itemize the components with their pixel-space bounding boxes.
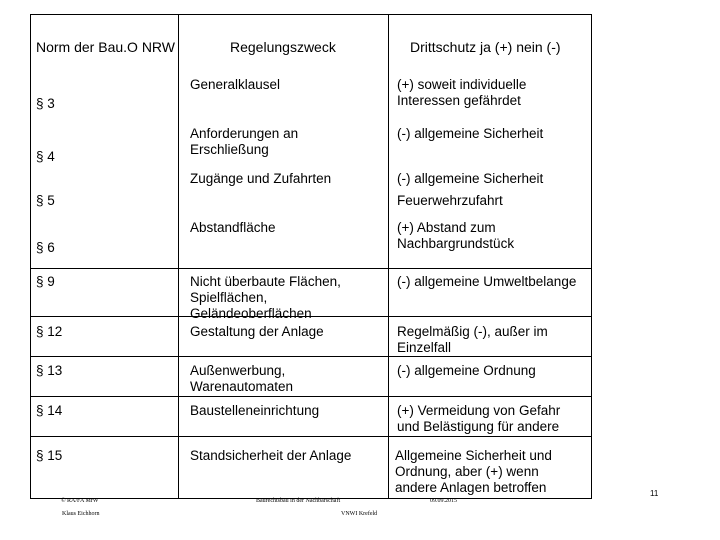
zweck-cell: Baustelleneinrichtung: [190, 403, 320, 418]
norm-cell: § 5: [36, 193, 55, 208]
page-number: 11: [650, 489, 659, 498]
zweck-cell: Nicht überbaute Flächen, Spielflächen, Geländeoberflächen: [190, 274, 341, 321]
zweck-cell: Abstandfläche: [190, 220, 276, 235]
row-divider: [31, 436, 591, 437]
footer-date: 09.09.2015: [430, 498, 457, 504]
footer-copyright: © RA/FA MrW: [61, 498, 99, 504]
row-divider: [31, 268, 591, 269]
norm-cell: § 9: [36, 274, 55, 289]
schutz-cell-extra: Feuerwehrzufahrt: [397, 193, 503, 208]
schutz-cell: (+) soweit individuelle Interessen gefährdet: [397, 77, 527, 108]
row-divider: [31, 356, 591, 357]
schutz-cell: (-) allgemeine Umweltbelange: [397, 274, 577, 289]
row-divider: [31, 396, 591, 397]
zweck-cell: Standsicherheit der Anlage: [190, 448, 352, 463]
norm-cell: § 6: [36, 240, 55, 255]
norm-cell: § 4: [36, 149, 55, 164]
zweck-cell: Anforderungen an Erschließung: [190, 126, 299, 157]
column-divider: [388, 15, 389, 498]
schutz-cell: (+) Abstand zum Nachbargrundstück: [397, 220, 515, 251]
column-divider: [178, 15, 179, 498]
schutz-cell: Allgemeine Sicherheit und Ordnung, aber (+) wenn andere Anlagen betroffen: [395, 448, 552, 495]
zweck-cell: Gestaltung der Anlage: [190, 324, 324, 339]
norm-cell: § 13: [36, 363, 63, 378]
schutz-cell: (-) allgemeine Ordnung: [397, 363, 536, 378]
norm-cell: § 14: [36, 403, 63, 418]
norm-cell: § 3: [36, 96, 55, 111]
zweck-cell: Zugänge und Zufahrten: [190, 171, 332, 186]
norm-cell: § 15: [36, 448, 63, 463]
schutz-cell: (-) allgemeine Sicherheit: [397, 171, 544, 186]
zweck-cell: Generalklausel: [190, 77, 281, 92]
header-schutz: Drittschutz ja (+) nein (-): [410, 39, 561, 55]
footer-org: VNWI Krefeld: [341, 511, 378, 517]
zweck-cell: Außenwerbung, Warenautomaten: [190, 363, 294, 394]
schutz-cell: (-) allgemeine Sicherheit: [397, 126, 544, 141]
footer-topic: Baurechtsbau in der Nachbarschaft: [256, 498, 341, 504]
schutz-cell: Regelmäßig (-), außer im Einzelfall: [397, 324, 548, 355]
header-norm: Norm der Bau.O NRW: [36, 39, 175, 55]
schutz-cell: (+) Vermeidung von Gefahr und Belästigung für andere: [397, 403, 561, 434]
norm-cell: § 12: [36, 324, 63, 339]
footer-author: Klaus Eichhorn: [62, 511, 100, 517]
header-zweck: Regelungszweck: [230, 39, 336, 55]
